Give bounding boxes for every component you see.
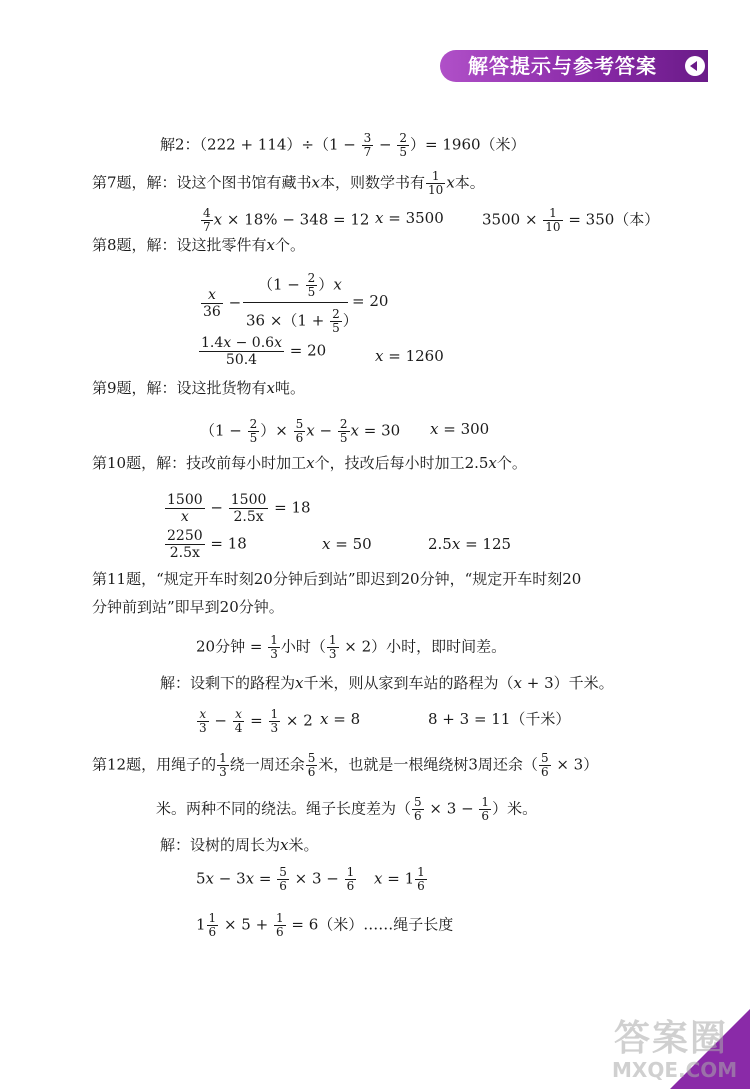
- denominator: 6: [417, 879, 425, 893]
- numerator: 1: [346, 865, 355, 879]
- variable: x: [375, 347, 384, 365]
- text: 1.4: [201, 335, 224, 351]
- text: 解：设树的周长为: [160, 836, 281, 854]
- problem-12-equation: [196, 866, 357, 893]
- text: =: [254, 869, 277, 888]
- watermark-logo: [612, 1010, 747, 1085]
- text: 36 ×（1 +: [246, 311, 330, 330]
- denominator: 10: [545, 220, 561, 234]
- denominator: 6: [279, 879, 287, 893]
- text: −: [205, 498, 228, 517]
- text: × 5 +: [219, 915, 273, 934]
- text: −: [314, 421, 337, 440]
- text: 绕一周还余: [229, 755, 305, 774]
- numerator: 2: [249, 417, 258, 431]
- text: = 350（本）: [563, 210, 660, 229]
- numerator: 1: [481, 795, 490, 809]
- problem-12-result: [374, 866, 428, 893]
- problem-9-result: [430, 418, 489, 440]
- numerator: 5: [540, 751, 549, 765]
- denominator: 36: [203, 304, 221, 320]
- denominator: 5: [307, 285, 316, 299]
- fraction: [165, 492, 205, 525]
- numerator: 1: [275, 911, 284, 925]
- problem-11-time-diff: [196, 634, 506, 661]
- denominator: 7: [363, 145, 372, 159]
- denominator: 4: [234, 721, 243, 735]
- text: 1: [196, 915, 206, 934]
- variable: x: [320, 710, 329, 728]
- fraction: [274, 912, 286, 939]
- denominator: 5: [399, 145, 408, 159]
- text: × 3）: [551, 755, 599, 774]
- text: 第11题，“规定开车时刻20分钟后到站”即迟到20分钟，“规定开车时刻20: [92, 570, 582, 588]
- problem-9-heading: [92, 377, 305, 399]
- text: 米。: [288, 836, 319, 854]
- denominator: 2.5x: [233, 509, 264, 525]
- variable: x: [295, 674, 304, 692]
- denominator: 5: [332, 321, 340, 335]
- text: 第9题，解：设这批货物有: [92, 379, 267, 397]
- numerator: 2250: [167, 528, 203, 544]
- text: 小时（: [280, 637, 326, 656]
- text: 第12题，用绳子的: [92, 755, 217, 774]
- denominator: 50.4: [225, 352, 258, 368]
- text: 3500 ×: [482, 210, 543, 229]
- problem-11-solution-setup: [160, 672, 614, 694]
- problem-11-equation: [196, 708, 313, 735]
- problem-8-numerator: [258, 272, 342, 299]
- text: − 3: [214, 869, 246, 888]
- numerator: 1500: [230, 492, 267, 508]
- variable: x: [446, 173, 455, 192]
- fraction: [345, 866, 357, 893]
- denominator: 10: [428, 183, 444, 197]
- problem-8-result: [375, 345, 444, 367]
- fraction: [201, 207, 213, 234]
- problem-10-simplified: [164, 528, 247, 561]
- section-header-title: 解答提示与参考答案: [468, 54, 657, 78]
- numerator: x: [233, 708, 245, 722]
- text: = 18: [269, 498, 311, 517]
- variable: x: [488, 454, 497, 472]
- text: ）: [318, 275, 334, 294]
- text: = 1260: [383, 347, 444, 365]
- numerator: x: [197, 708, 209, 722]
- fraction: [294, 418, 306, 445]
- problem-12-solution-setup: [160, 834, 319, 856]
- problem-7-heading: [92, 170, 485, 197]
- text: 千米，则从家到车站的路程为（: [303, 674, 514, 692]
- text: 20分钟 =: [196, 637, 268, 656]
- watermark-url: MXQE.COM: [612, 1058, 738, 1082]
- text: （1 −: [200, 421, 247, 440]
- text: ）= 1960（米）: [410, 135, 526, 154]
- fraction: [412, 796, 424, 823]
- fraction: [201, 287, 223, 320]
- fraction: [269, 708, 281, 735]
- fraction: [207, 912, 219, 939]
- numerator: 2: [339, 417, 348, 431]
- watermark-text: 答案圈: [614, 1018, 729, 1059]
- numerator: 1500: [167, 492, 203, 508]
- problem-8-denominator: [246, 308, 358, 335]
- problem-11-result: [320, 708, 360, 730]
- numerator: 1: [270, 633, 278, 647]
- text: 2.5: [428, 535, 452, 553]
- numerator: 1: [417, 865, 425, 879]
- text: 第10题，解：技改前每小时加工: [92, 454, 307, 472]
- text: + 3）千米。: [521, 674, 614, 692]
- numerator: 2: [307, 271, 316, 285]
- numerator: 1: [208, 911, 217, 925]
- numerator: 5: [279, 865, 287, 879]
- denominator: 6: [275, 925, 284, 939]
- text: × 2: [281, 711, 313, 730]
- text: = 20: [284, 341, 327, 360]
- text: 本。: [454, 173, 485, 192]
- variable: x: [266, 379, 276, 397]
- text: = 50: [330, 535, 372, 553]
- text: 吨。: [275, 379, 306, 397]
- problem-11-heading: [92, 568, 581, 590]
- fraction: [397, 132, 409, 159]
- denominator: 3: [199, 721, 207, 735]
- variable: x: [306, 421, 315, 440]
- denominator: 6: [295, 431, 304, 445]
- text: 5: [196, 869, 206, 888]
- numerator: 5: [307, 751, 316, 765]
- variable: x: [205, 869, 215, 888]
- text: = 300: [438, 420, 490, 438]
- fraction: [539, 752, 551, 779]
- fraction: [197, 708, 209, 735]
- denominator: 6: [540, 765, 549, 779]
- text: = 20: [352, 292, 389, 310]
- text: ）米。: [492, 799, 538, 818]
- text: 8 + 3 = 11（千米）: [428, 710, 571, 728]
- problem-11-heading-cont: [92, 596, 284, 618]
- denominator: 3: [270, 647, 278, 661]
- problem-9-equation: [200, 418, 400, 445]
- problem-10-equation: [164, 492, 311, 525]
- problem-8-simplified: [198, 335, 326, 368]
- variable: x: [333, 275, 342, 294]
- fraction: [217, 752, 229, 779]
- problem-10-answer: [428, 533, 511, 555]
- fraction: [415, 866, 427, 893]
- numerator: 2: [332, 307, 340, 321]
- denominator: x: [180, 509, 189, 525]
- text: = 18: [205, 534, 247, 553]
- text: 米。两种不同的绕法。绳子长度差为（: [156, 799, 412, 818]
- text: = 3500: [383, 209, 444, 227]
- problem-11-answer: [428, 708, 570, 730]
- denominator: 7: [203, 220, 211, 234]
- fraction-bar: [243, 302, 348, 303]
- text: 个。: [496, 454, 527, 472]
- fraction: [327, 634, 339, 661]
- text: × 3 −: [289, 869, 344, 888]
- text: 分钟前到站”即早到20分钟。: [92, 598, 284, 616]
- problem-8-fraction-left: [200, 287, 241, 320]
- problem-10-heading: [92, 452, 527, 474]
- text: 第8题，解：设这批零件有: [92, 236, 267, 254]
- denominator: 5: [249, 431, 258, 445]
- problem-12-heading-cont: [156, 796, 537, 823]
- variable: x: [513, 674, 522, 692]
- denominator: 6: [346, 879, 355, 893]
- denominator: 5: [339, 431, 348, 445]
- numerator: 1: [543, 207, 562, 221]
- fraction: [229, 492, 269, 525]
- problem-10-result: [322, 533, 372, 555]
- text: = 8: [328, 710, 361, 728]
- problem-7-result: [375, 207, 444, 229]
- numerator: 3: [363, 131, 372, 145]
- numerator: 1: [270, 707, 279, 721]
- text: 第7题，解：设这个图书馆有藏书: [92, 173, 312, 192]
- denominator: 6: [307, 765, 316, 779]
- variable: x: [266, 236, 276, 254]
- fraction: [338, 418, 350, 445]
- problem-8-heading: [92, 234, 305, 256]
- fraction: [306, 752, 318, 779]
- fraction: [268, 634, 280, 661]
- fraction: [199, 335, 284, 368]
- text: 米，也就是一根绳绕树3周还余（: [318, 755, 538, 774]
- variable: x: [280, 836, 289, 854]
- denominator: 2.5x: [169, 545, 200, 561]
- variable: x: [350, 421, 359, 440]
- fraction: [330, 308, 342, 335]
- problem-8-equals: [352, 290, 388, 312]
- variable: x: [322, 535, 331, 553]
- text: 本，则数学书有: [320, 173, 426, 192]
- variable: x: [245, 869, 255, 888]
- solution-2-line: [160, 132, 526, 159]
- variable: x: [213, 210, 223, 229]
- text: = 30: [358, 421, 401, 440]
- fraction: [233, 708, 245, 735]
- fraction: [362, 132, 374, 159]
- text: × 3 −: [424, 799, 479, 818]
- variable: x: [374, 869, 383, 888]
- denominator: 6: [414, 809, 422, 823]
- text: =: [245, 711, 268, 730]
- text: × 18% − 348 = 12: [222, 210, 370, 229]
- denominator: 3: [270, 721, 279, 735]
- variable: x: [223, 335, 232, 351]
- numerator: 1: [328, 633, 337, 647]
- problem-12-heading: [92, 752, 598, 779]
- numerator: x: [201, 287, 223, 304]
- fraction: [277, 866, 289, 893]
- problem-12-answer: [196, 912, 453, 939]
- text: 个。: [275, 236, 306, 254]
- text: （1 −: [258, 275, 305, 294]
- numerator: 5: [414, 795, 422, 809]
- fraction: [479, 796, 491, 823]
- numerator: 4: [203, 206, 211, 220]
- text: 解：设剩下的路程为: [160, 674, 296, 692]
- variable: x: [451, 535, 461, 553]
- variable: x: [311, 173, 321, 192]
- fraction: [543, 207, 562, 234]
- text: = 1: [382, 869, 415, 888]
- numerator: 1: [219, 751, 227, 765]
- denominator: 6: [208, 925, 217, 939]
- text: ）: [342, 311, 358, 330]
- problem-7-equation: [200, 207, 369, 234]
- fraction: [165, 528, 205, 561]
- problem-7-answer: [482, 207, 659, 234]
- denominator: 3: [219, 765, 227, 779]
- fraction: [248, 418, 260, 445]
- variable: x: [430, 420, 439, 438]
- text: = 6（米）……绳子长度: [286, 915, 454, 934]
- numerator: [199, 335, 284, 352]
- variable: x: [306, 454, 315, 472]
- text: −: [209, 711, 232, 730]
- text: × 2）小时，即时间差。: [339, 637, 507, 656]
- text: ）×: [260, 421, 293, 440]
- denominator: 3: [328, 647, 337, 661]
- back-arrow-icon: [685, 56, 705, 76]
- variable: x: [274, 335, 282, 351]
- fraction: [306, 272, 318, 299]
- numerator: 2: [399, 131, 408, 145]
- variable: x: [375, 209, 384, 227]
- denominator: 6: [481, 809, 490, 823]
- text: 个，技改后每小时加工2.5: [314, 454, 489, 472]
- numerator: 1: [426, 170, 445, 184]
- text: − 0.6: [231, 335, 275, 351]
- text: 解2：（222 + 114）÷（1 −: [160, 135, 361, 154]
- numerator: 5: [295, 417, 304, 431]
- fraction: [426, 170, 445, 197]
- text: −: [374, 135, 397, 154]
- text: −: [223, 293, 242, 312]
- text: = 125: [460, 535, 512, 553]
